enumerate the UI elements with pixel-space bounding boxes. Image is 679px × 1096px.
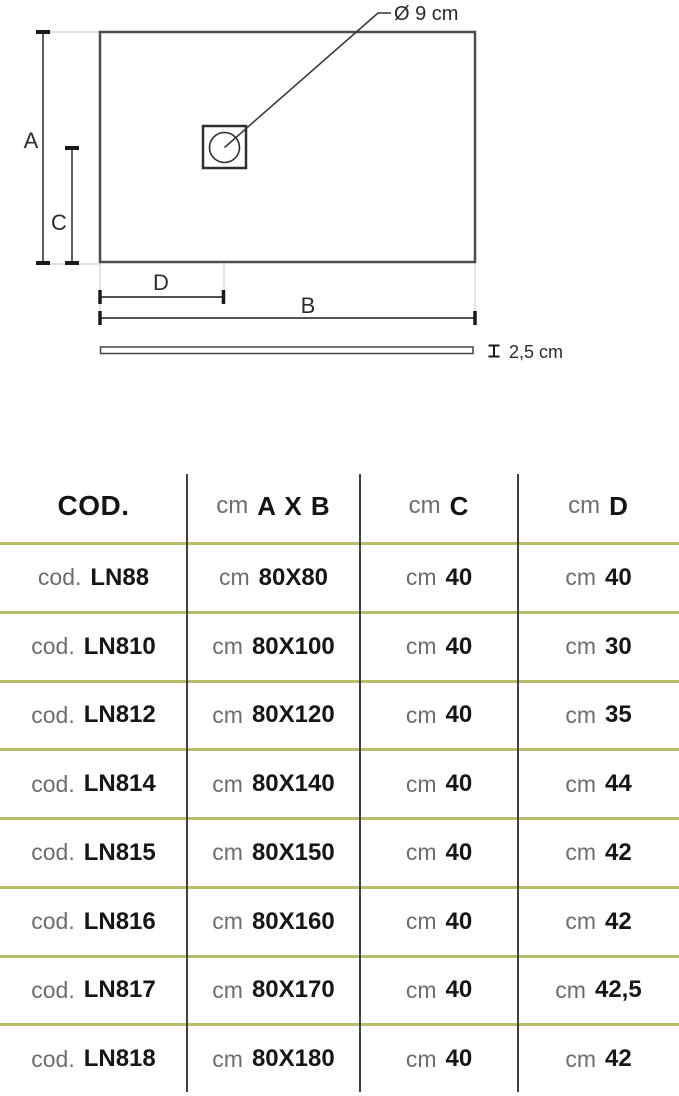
- d-prefix: cm: [565, 908, 596, 935]
- axb-value: 80X80: [258, 563, 329, 591]
- dimension-b: [100, 311, 475, 325]
- axb-prefix: cm: [212, 908, 243, 935]
- table-row: [0, 886, 679, 955]
- table-row: [0, 1023, 679, 1092]
- axb-prefix: cm: [212, 701, 243, 728]
- tray-side-view: [101, 347, 474, 354]
- axb-value: 80X150: [251, 838, 335, 866]
- axb-value: 80X100: [251, 632, 335, 660]
- d-prefix: cm: [565, 701, 596, 728]
- dim-c-label: C: [51, 210, 67, 235]
- axb-value: 80X160: [251, 907, 335, 935]
- table-row: [0, 611, 679, 680]
- column-separator-1: [186, 474, 188, 1092]
- axb-prefix: cm: [212, 976, 243, 1003]
- dim-d-label: D: [153, 270, 169, 295]
- axb-prefix: cm: [218, 564, 250, 591]
- axb-value: 80X170: [251, 976, 335, 1004]
- drain-diameter-label: Ø 9 cm: [394, 3, 459, 25]
- c-prefix: cm: [405, 701, 437, 728]
- code-value: LN812: [83, 701, 156, 729]
- code-value: LN88: [90, 563, 150, 591]
- header-c-label: C: [449, 490, 470, 521]
- code-value: LN810: [83, 632, 156, 660]
- axb-prefix: cm: [212, 839, 243, 866]
- code-prefix: cod.: [31, 633, 75, 660]
- code-prefix: cod.: [31, 908, 75, 935]
- shower-tray-diagram: [0, 0, 679, 440]
- c-value: 40: [445, 770, 473, 798]
- table-header-row: [0, 470, 679, 542]
- header-axb: [187, 491, 360, 522]
- d-value: 40: [604, 563, 632, 591]
- axb-prefix: cm: [212, 633, 243, 660]
- axb-value: 80X120: [251, 701, 335, 729]
- c-prefix: cm: [405, 1045, 437, 1072]
- code-value: LN815: [83, 838, 156, 866]
- c-prefix: cm: [405, 908, 437, 935]
- table-row: [0, 955, 679, 1024]
- header-c: [360, 491, 518, 522]
- c-value: 40: [445, 976, 473, 1004]
- d-prefix: cm: [565, 839, 596, 866]
- d-value: 42,5: [594, 976, 642, 1004]
- size-table: [0, 470, 679, 1092]
- table-row: [0, 817, 679, 886]
- c-prefix: cm: [405, 770, 437, 797]
- d-value: 42: [604, 1045, 632, 1073]
- c-value: 40: [445, 907, 473, 935]
- header-axb-label: A X B: [257, 490, 331, 521]
- thickness-tick: [489, 346, 500, 357]
- header-axb-unit: cm: [216, 492, 249, 519]
- c-value: 40: [445, 563, 473, 591]
- c-value: 40: [445, 701, 473, 729]
- header-d-label: D: [609, 490, 629, 521]
- header-cod: [0, 490, 187, 522]
- code-prefix: cod.: [31, 976, 75, 1003]
- thickness-label: 2,5 cm: [509, 342, 564, 362]
- code-prefix: cod.: [31, 770, 75, 797]
- code-value: LN817: [83, 976, 156, 1004]
- d-prefix: cm: [565, 770, 596, 797]
- c-prefix: cm: [405, 564, 437, 591]
- header-d: [518, 491, 679, 522]
- header-d-unit: cm: [568, 492, 601, 519]
- d-prefix: cm: [565, 1045, 596, 1072]
- code-prefix: cod.: [31, 839, 75, 866]
- dimension-c: [65, 148, 79, 263]
- c-value: 40: [445, 632, 473, 660]
- c-prefix: cm: [405, 976, 437, 1003]
- table-row: [0, 542, 679, 611]
- code-prefix: cod.: [31, 701, 75, 728]
- c-value: 40: [445, 838, 473, 866]
- tray-outline: [100, 32, 475, 262]
- d-value: 42: [604, 838, 632, 866]
- d-prefix: cm: [565, 633, 596, 660]
- axb-prefix: cm: [212, 1045, 243, 1072]
- c-value: 40: [445, 1045, 473, 1073]
- code-prefix: cod.: [37, 564, 82, 591]
- d-prefix: cm: [565, 564, 596, 591]
- axb-value: 80X140: [251, 770, 335, 798]
- column-separator-3: [517, 474, 519, 1092]
- d-value: 30: [604, 632, 632, 660]
- d-prefix: cm: [555, 976, 586, 1003]
- table-row: [0, 680, 679, 749]
- code-value: LN814: [83, 770, 156, 798]
- c-prefix: cm: [405, 839, 437, 866]
- code-prefix: cod.: [31, 1045, 75, 1072]
- axb-value: 80X180: [251, 1045, 335, 1073]
- d-value: 44: [604, 770, 632, 798]
- code-value: LN818: [83, 1045, 156, 1073]
- code-value: LN816: [83, 907, 156, 935]
- axb-prefix: cm: [212, 770, 243, 797]
- column-separator-2: [359, 474, 361, 1092]
- dim-a-label: A: [23, 128, 39, 153]
- header-cod-label: COD.: [57, 490, 130, 521]
- d-value: 35: [604, 701, 632, 729]
- header-c-unit: cm: [408, 492, 441, 519]
- d-value: 42: [604, 907, 632, 935]
- c-prefix: cm: [405, 633, 437, 660]
- dim-b-label: B: [300, 293, 316, 318]
- table-row: [0, 748, 679, 817]
